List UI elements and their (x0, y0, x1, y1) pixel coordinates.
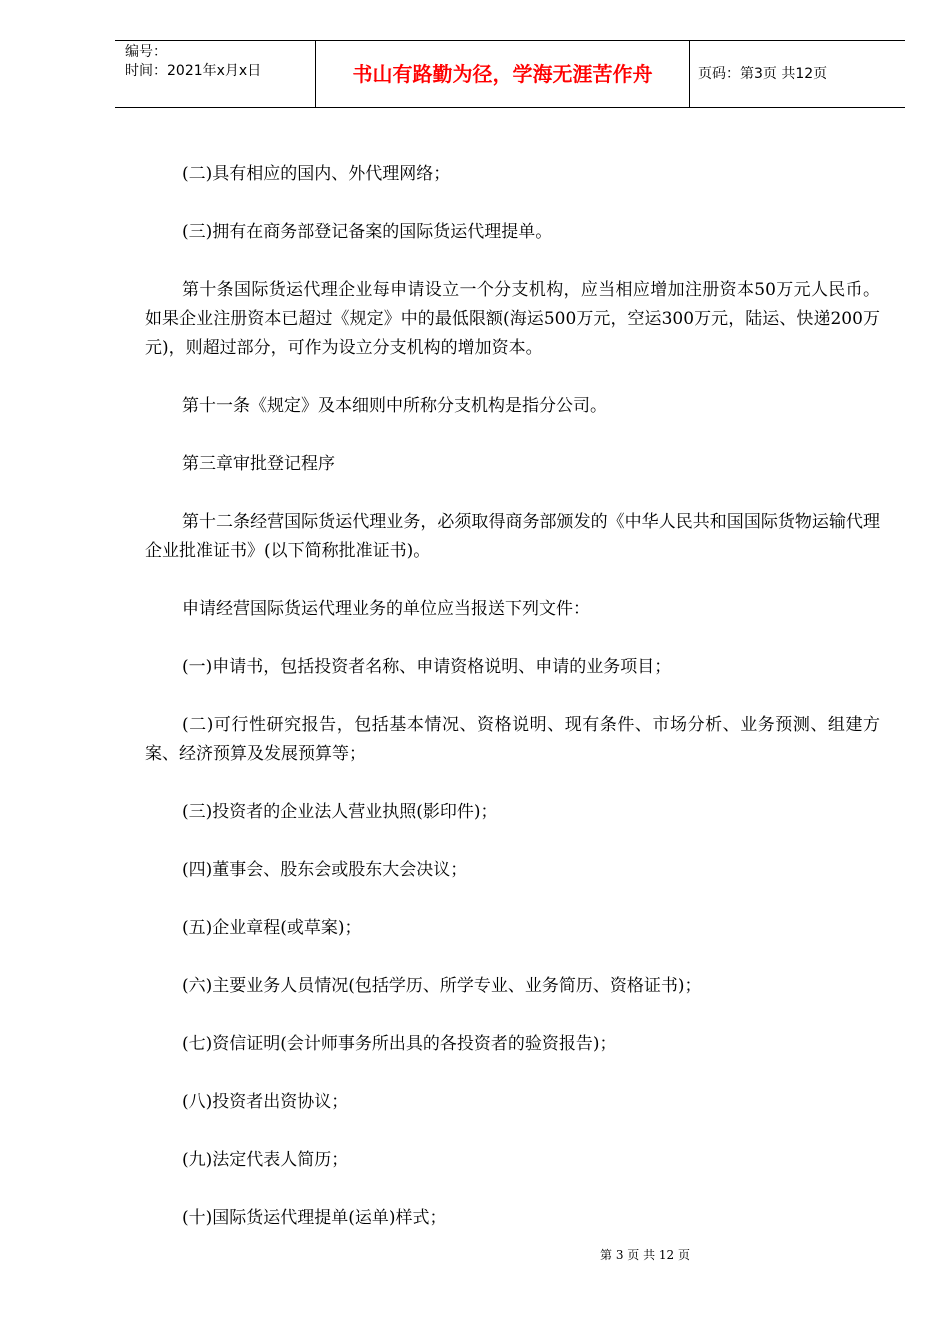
paragraph: (三)拥有在商务部登记备案的国际货运代理提单。 (182, 222, 553, 242)
list-item: (二)可行性研究报告，包括基本情况、资格说明、现有条件、市场分析、业务预测、组建方案、经济预算及发展预算等； (145, 715, 880, 764)
header-motto: 书山有路勤为径，学海无涯苦作舟 (316, 41, 690, 107)
list-item: (四)董事会、股东会或股东大会决议； (182, 860, 468, 880)
list-item: (十)国际货运代理提单(运单)样式； (182, 1208, 447, 1228)
page-footer: 第 3 页 共 12 页 (600, 1248, 690, 1262)
paragraph: 第十二条经营国际货运代理业务，必须取得商务部颁发的《中华人民共和国国际货物运输代理企业批准证书》(以下简称批准证书)。 (145, 512, 880, 561)
list-item: (五)企业章程(或草案)； (182, 918, 362, 938)
list-item: (八)投资者出资协议； (182, 1092, 349, 1112)
paragraph: 申请经营国际货运代理业务的单位应当报送下列文件： (182, 599, 590, 619)
list-item: (六)主要业务人员情况(包括学历、所学专业、业务简历、资格证书)； (182, 976, 702, 996)
list-item: (九)法定代表人简历； (182, 1150, 349, 1170)
time-label: 时间：2021年x月x日 (125, 63, 262, 79)
page-header (115, 40, 905, 108)
header-page-label: 页码：第3页 共12页 (698, 66, 828, 82)
paragraph: 第十一条《规定》及本细则中所称分支机构是指分公司。 (182, 396, 607, 416)
list-item: (三)投资者的企业法人营业执照(影印件)； (182, 802, 498, 822)
list-item: (七)资信证明(会计师事务所出具的各投资者的验资报告)； (182, 1034, 617, 1054)
paragraph: 第十条国际货运代理企业每申请设立一个分支机构，应当相应增加注册资本50万元人民币。如果企业注册资本已超过《规定》中的最低限额(海运500万元，空运300万元，陆运、快递200万元)，则超过部分，可作为设立分支机构的增加资本。 (145, 280, 880, 358)
header-meta (115, 41, 316, 107)
paragraph: (二)具有相应的国内、外代理网络； (182, 164, 451, 184)
serial-label: 编号： (125, 44, 167, 60)
list-item: (一)申请书，包括投资者名称、申请资格说明、申请的业务项目； (182, 657, 672, 677)
chapter-heading: 第三章审批登记程序 (182, 454, 335, 474)
document-body (145, 160, 880, 1262)
